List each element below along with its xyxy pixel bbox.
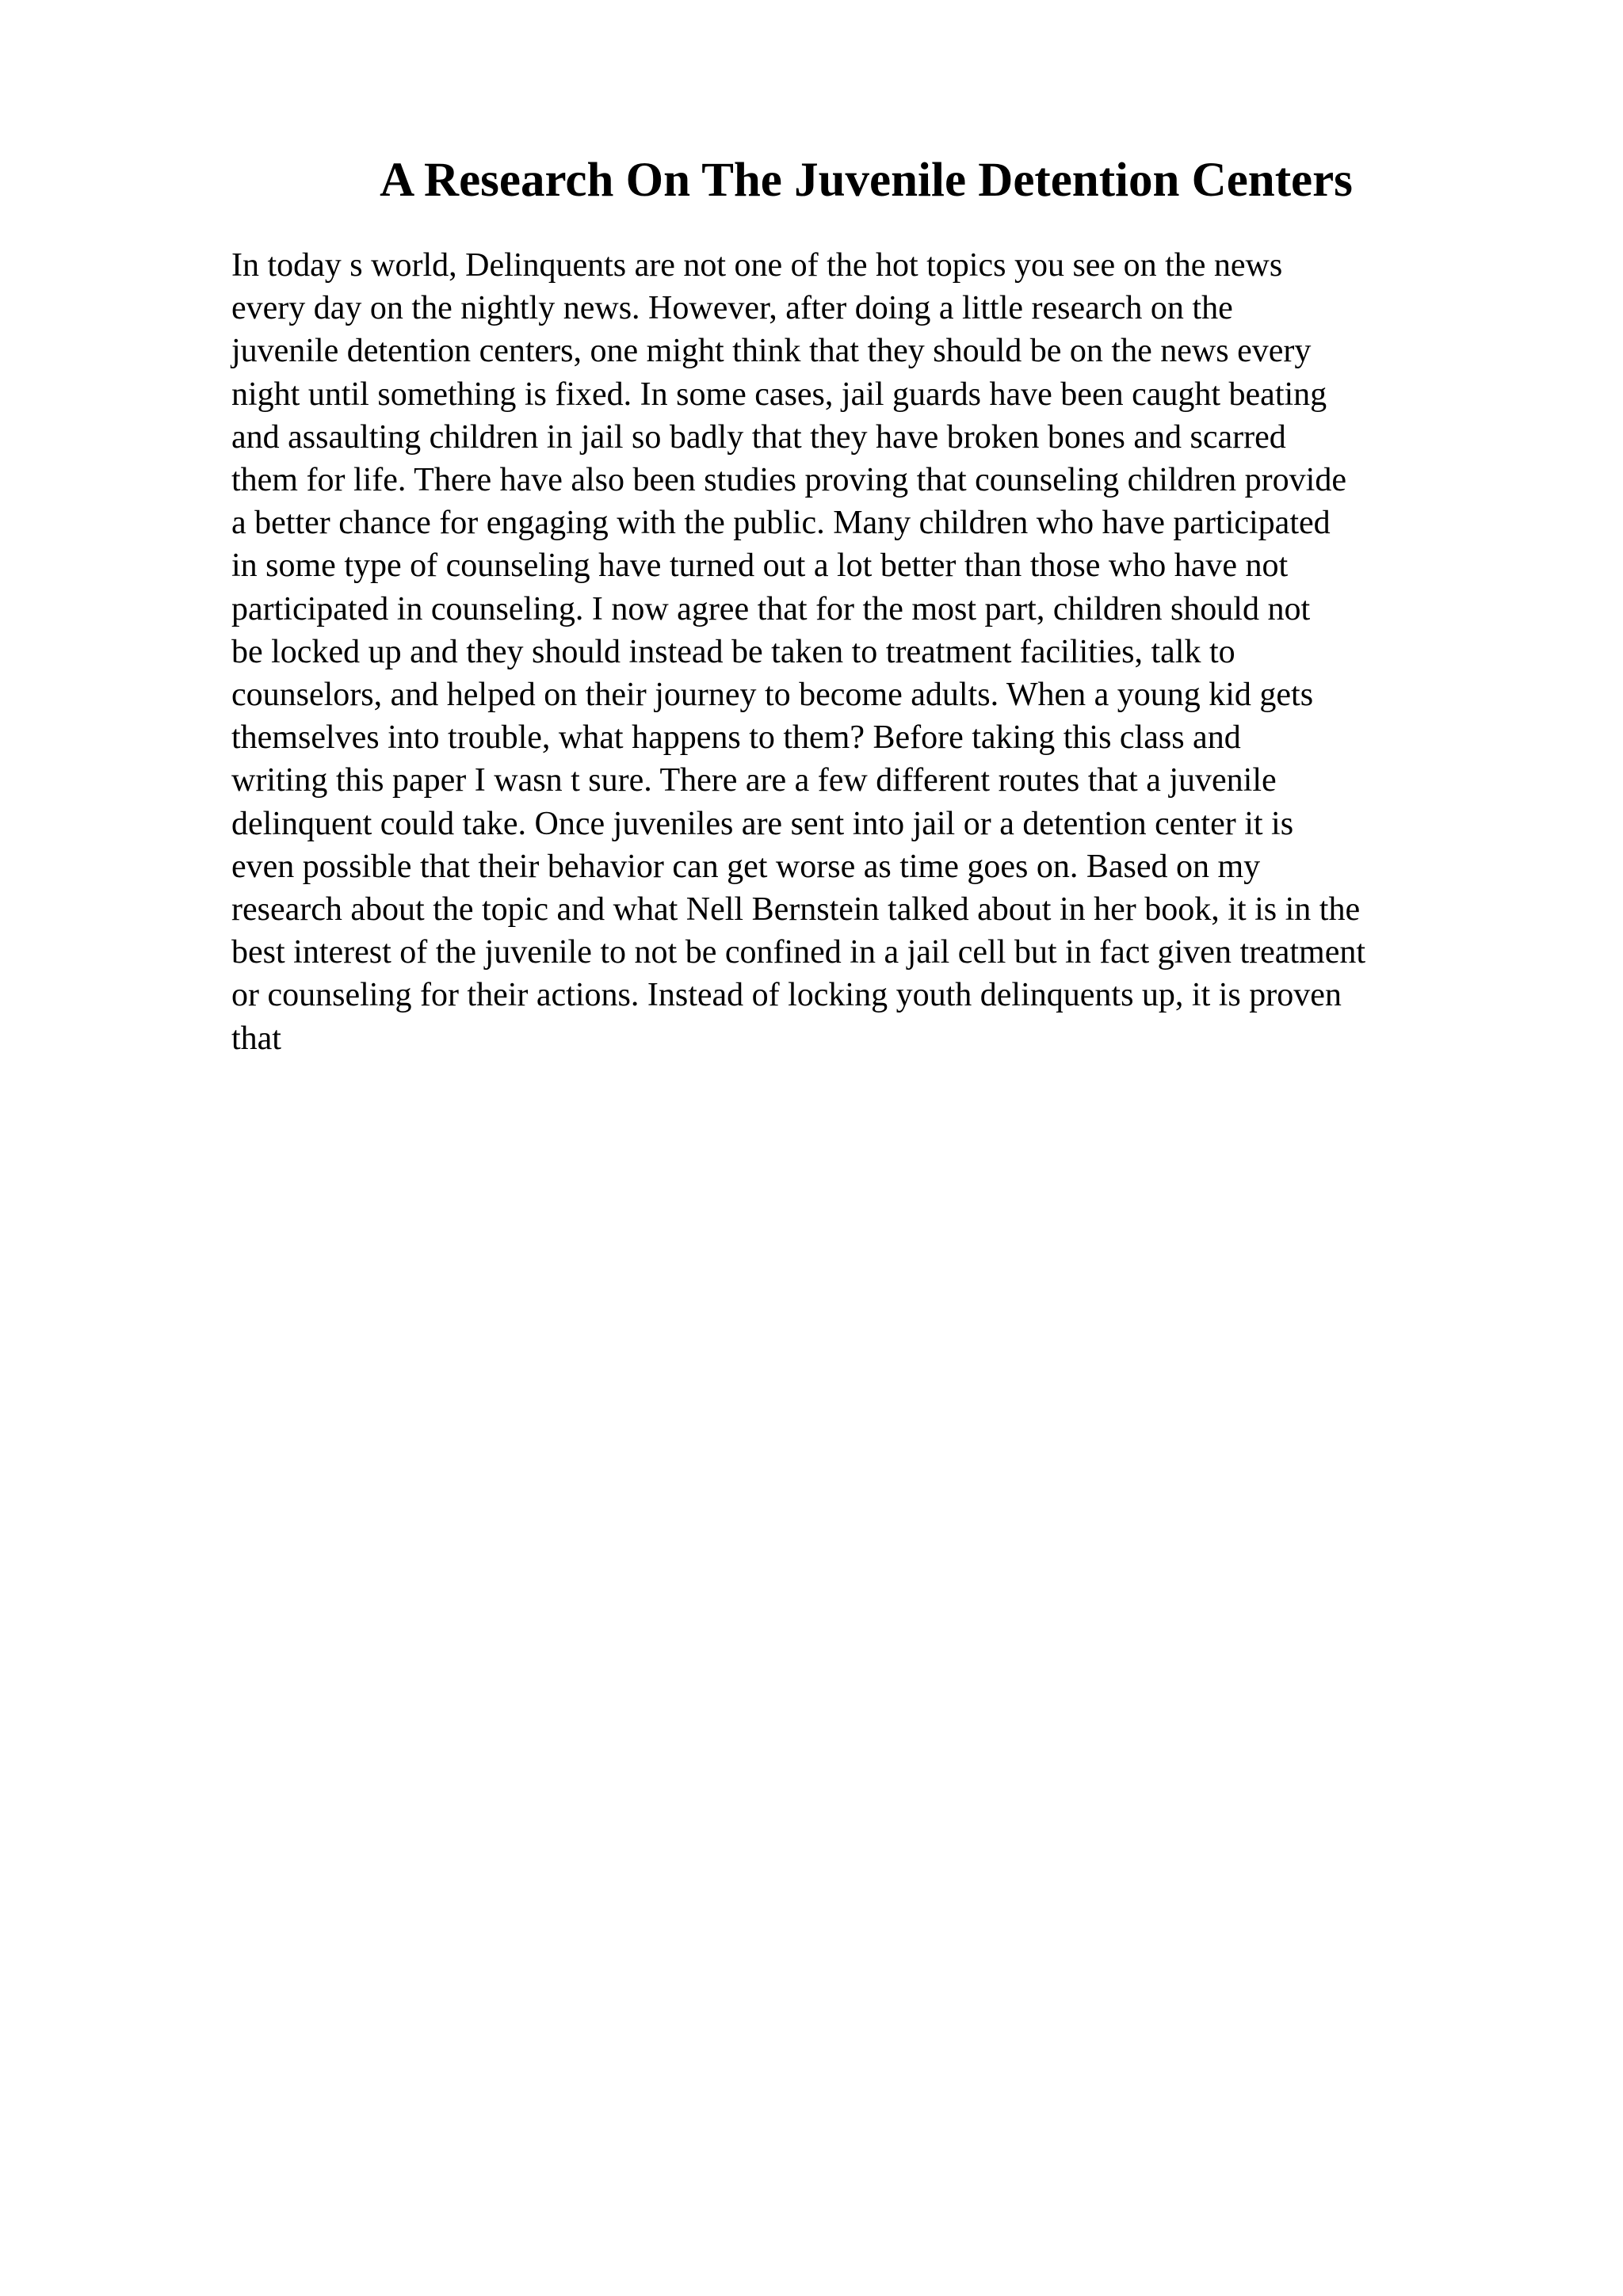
text-line: even possible that their behavior can get worse as time goes on. Based on my	[231, 848, 1261, 885]
text-line: counselors, and helped on their journey to become adults. When a young kid gets	[231, 677, 1314, 714]
text-line: or counseling for their actions. Instead of locking youth delinquents up, it is proven	[231, 977, 1342, 1014]
text-line: be locked up and they should instead be taken to treatment facilities, talk to	[231, 633, 1235, 670]
text-line: and assaulting children in jail so badly that they have broken bones and scarred	[231, 418, 1286, 456]
text-line: in some type of counseling have turned out a lot better than those who have not	[231, 547, 1289, 585]
text-line: a better chance for engaging with the public. Many children who have participated	[231, 505, 1331, 542]
text-line: themselves into trouble, what happens to them? Before taking this class and	[231, 719, 1241, 757]
text-line: participated in counseling. I now agree that for the most part, children should not	[231, 590, 1311, 627]
text-line: writing this paper I wasn t sure. There are a few different routes that a juvenile	[231, 762, 1277, 799]
text-line: research about the topic and what Nell Bernstein talked about in her book, it is in the	[231, 891, 1361, 929]
text-line: juvenile detention centers, one might think that they should be on the news every	[231, 333, 1312, 370]
text-line: every day on the nightly news. However, after doing a little research on the	[231, 290, 1233, 327]
document-title: A Research On The Juvenile Detention Centers	[380, 154, 1353, 207]
text-line: them for life. There have also been studies proving that counseling children provide	[231, 462, 1346, 499]
text-line: night until something is fixed. In some cases, jail guards have been caught beating	[231, 376, 1327, 413]
text-line: delinquent could take. Once juveniles are sent into jail or a detention center it is	[231, 805, 1294, 842]
text-line: In today s world, Delinquents are not one of the hot topics you see on the news	[231, 247, 1283, 284]
text-line: best interest of the juvenile to not be confined in a jail cell but in fact given treatment	[231, 934, 1366, 971]
text-line: that	[231, 1020, 281, 1057]
body-paragraph	[231, 244, 1515, 1060]
